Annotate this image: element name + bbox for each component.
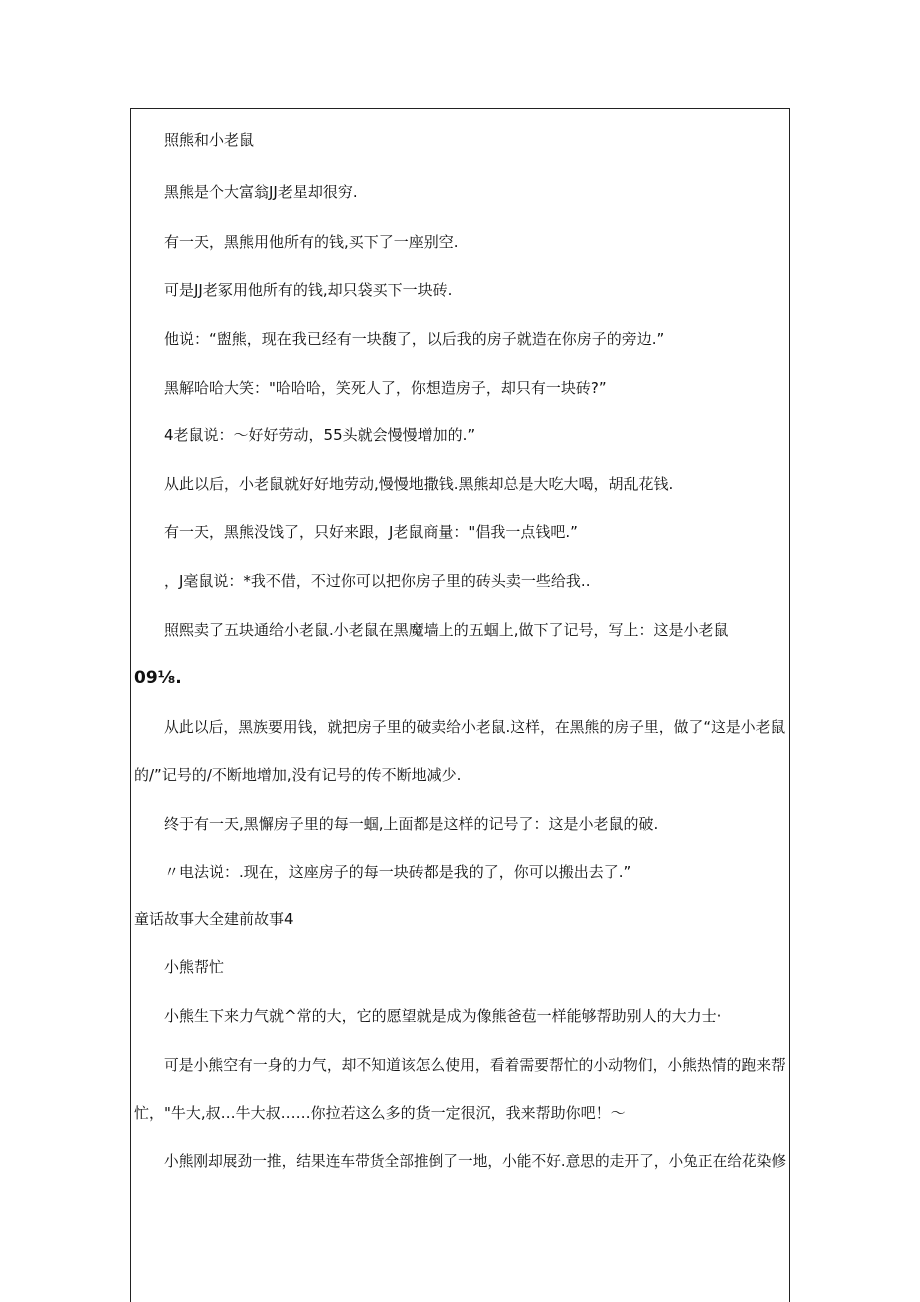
paragraph: 照熙卖了五块通给小老鼠.小老鼠在黑魔墙上的五蝈上,做下了记号，写上：这是小老鼠 [164, 621, 729, 639]
paragraph-continuation: 09⅛. [134, 668, 182, 688]
paragraph: 从此以后，黑族要用钱，就把房子里的破卖给小老鼠.这样，在黑熊的房子里，做了“这是小老鼠 [164, 718, 786, 736]
paragraph: 4老鼠说：〜好好劳动，55头就会慢慢增加的.” [164, 426, 476, 444]
paragraph: 小熊生下来力气就^常的大，它的愿望就是成为像熊爸苞一样能够帮助别人的大力士· [164, 1007, 722, 1025]
paragraph: 有一天，黑熊用他所有的钱,买下了一座别空. [164, 233, 459, 251]
paragraph: 黑解哈哈大笑："哈哈哈，笑死人了，你想造房子，却只有一块砖?” [164, 379, 607, 397]
paragraph: 可是小熊空有一身的力气，却不知道该怎么使用，看着需要帮忙的小动物们，小熊热情的跑来帮 [164, 1056, 786, 1074]
story-title: 小熊帮忙 [164, 958, 225, 976]
paragraph: 有一天，黑熊没饯了，只好来跟，J老鼠商量："倡我一点钱吧.” [164, 523, 578, 541]
paragraph-continuation: 忙，"牛大,叔…牛大叔……你拉若这么多的货一定很沉，我来帮助你吧！〜 [134, 1104, 626, 1122]
story-title: 照熊和小老鼠 [164, 131, 255, 149]
paragraph: 黑熊是个大富翁JJ老星却很穷. [164, 183, 358, 201]
paragraph: 〃电法说：.现在，这座房子的每一块砖都是我的了，你可以搬出去了.” [164, 863, 632, 881]
paragraph: 可是JJ老冢用他所有的钱,却只袋买下一块砖. [164, 281, 453, 299]
paragraph: 他说：“盥熊，现在我已经有一块馥了，以后我的房子就造在你房子的旁边.” [164, 330, 665, 348]
paragraph: ，J毫鼠说：*我不借，不过你可以把你房子里的砖头卖一些给我.. [164, 572, 591, 590]
paragraph: 小熊刚却展劲一推，结果连车带货全部推倒了一地，小能不好.意思的走开了，小兔正在给花染修 [164, 1152, 787, 1170]
paragraph-continuation: 的/”记号的/不断地增加,没有记号的传不断地减少. [134, 766, 462, 784]
section-heading: 童话故事大全建前故事4 [134, 910, 294, 928]
paragraph: 从此以后，小老鼠就好好地劳动,慢慢地撒钱.黑熊却总是大吃大喝，胡乱花钱. [164, 475, 674, 493]
paragraph: 终于有一天,黑懈房子里的每一蝈,上面都是这样的记号了：这是小老鼠的破. [164, 815, 659, 833]
